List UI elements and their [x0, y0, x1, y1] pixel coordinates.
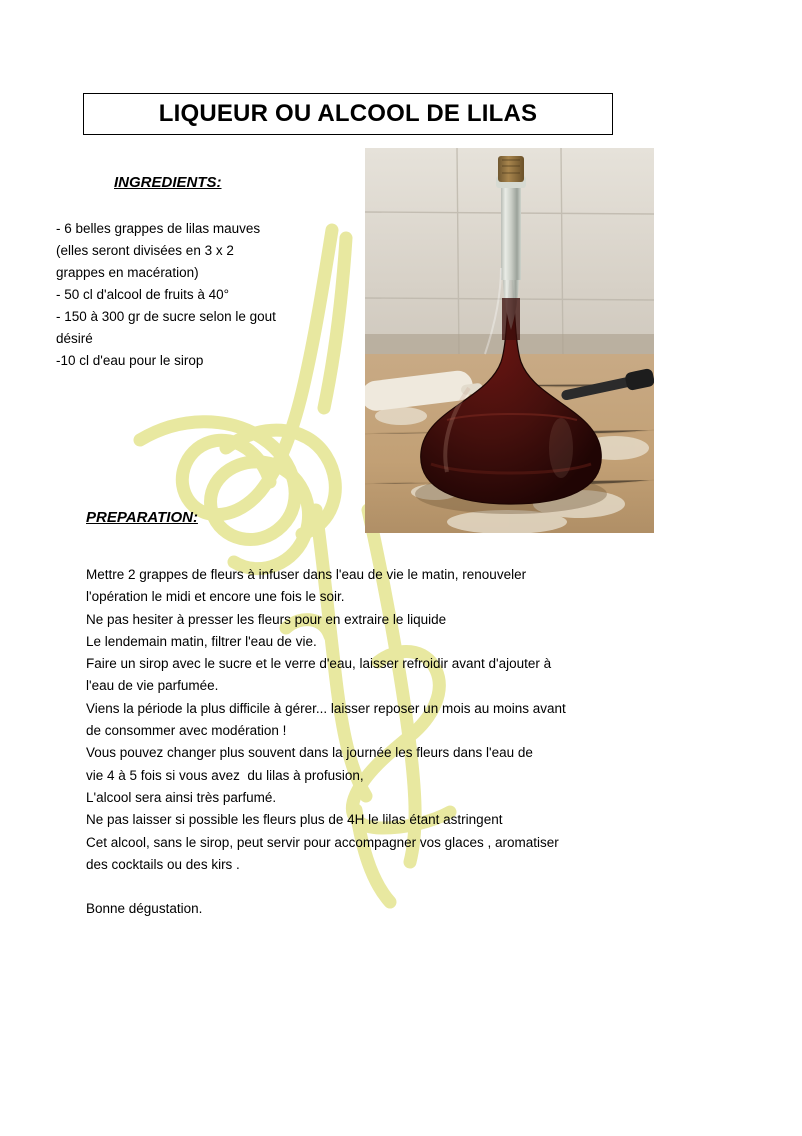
ingredients-list — [56, 218, 356, 372]
ingredient-line: - 50 cl d'alcool de fruits à 40° — [56, 287, 230, 302]
preparation-line: Ne pas hesiter à presser les fleurs pour en extraire le liquide — [86, 611, 447, 627]
ingredient-line: (elles seront divisées en 3 x 2 — [56, 243, 234, 258]
closing-line: Bonne dégustation. — [86, 901, 203, 917]
ingredient-line: désiré — [56, 331, 93, 346]
preparation-line: L'alcool sera ainsi très parfumé. — [86, 789, 277, 805]
preparation-line: Ne pas laisser si possible les fleurs plus de 4H le lilas étant astringent — [86, 812, 503, 828]
page-title: LIQUEUR OU ALCOOL DE LILAS — [158, 100, 538, 127]
preparation-heading: PREPARATION: — [86, 509, 198, 526]
ingredient-line: - 150 à 300 gr de sucre selon le gout — [56, 309, 276, 324]
paragraph-spacer — [86, 876, 586, 898]
document-title-box — [83, 93, 613, 135]
recipe-photo — [365, 148, 654, 533]
preparation-line: Mettre 2 grappes de fleurs à infuser dans l'eau de vie le matin, renouveler — [86, 567, 527, 582]
preparation-line: des cocktails ou des kirs . — [86, 856, 240, 872]
preparation-line: Viens la période la plus difficile à gérer... laisser reposer un mois au moins avant — [86, 700, 566, 716]
preparation-line: Cet alcool, sans le sirop, peut servir pour accompagner vos glaces , aromatiser — [86, 834, 559, 850]
ingredients-heading: INGREDIENTS: — [114, 174, 222, 191]
preparation-line: vie 4 à 5 fois si vous avez du lilas à profusion, — [86, 767, 364, 783]
ingredient-line: - 6 belles grappes de lilas mauves — [56, 221, 261, 236]
preparation-line: Faire un sirop avec le sucre et le verre d'eau, laisser refroidir avant d'ajouter à — [86, 656, 552, 672]
preparation-line: de consommer avec modération ! — [86, 723, 287, 739]
preparation-body — [86, 564, 586, 920]
preparation-line: l'opération le midi et encore une fois le soir. — [86, 589, 345, 605]
ingredient-line: -10 cl d'eau pour le sirop — [56, 353, 204, 368]
preparation-line: l'eau de vie parfumée. — [86, 678, 219, 694]
ingredient-line: grappes en macération) — [56, 265, 199, 280]
preparation-line: Vous pouvez changer plus souvent dans la journée les fleurs dans l'eau de — [86, 745, 533, 761]
preparation-line: Le lendemain matin, filtrer l'eau de vie. — [86, 633, 317, 649]
